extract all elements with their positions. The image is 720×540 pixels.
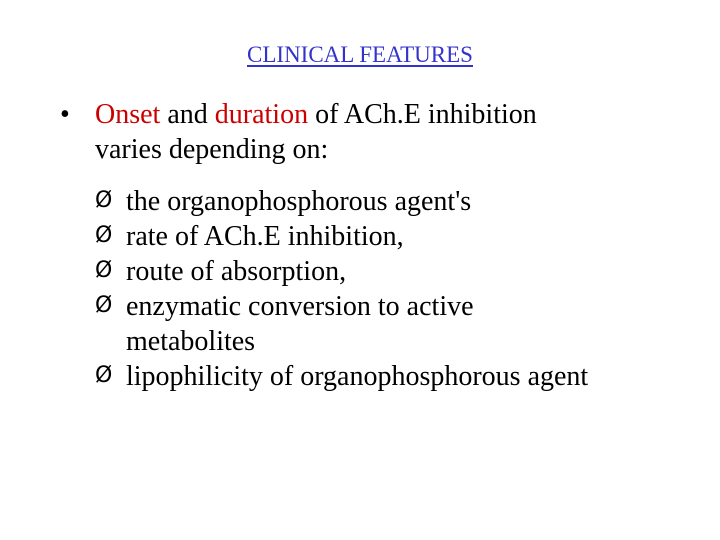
main-bullet bbox=[60, 97, 700, 167]
slide-title bbox=[0, 40, 720, 70]
arrow-bullet-icon: Ø bbox=[95, 293, 113, 318]
sub-bullet-text: the organophosphorous agent's bbox=[126, 186, 472, 217]
sub-bullet-text-line-2: metabolites bbox=[126, 326, 256, 357]
sub-bullet-item bbox=[95, 184, 715, 219]
bullet-text-rest: of ACh.E inhibition bbox=[308, 99, 537, 130]
bullet-text-and: and bbox=[160, 99, 215, 130]
main-bullet-line-2: varies depending on: bbox=[95, 134, 329, 165]
sub-bullet-text: lipophilicity of organophosphorous agent bbox=[126, 361, 589, 392]
main-bullet-line-1 bbox=[60, 97, 700, 132]
arrow-bullet-icon: Ø bbox=[95, 223, 113, 248]
highlight-duration: duration bbox=[214, 99, 309, 130]
arrow-bullet-icon: Ø bbox=[95, 188, 113, 213]
arrow-bullet-icon: Ø bbox=[95, 363, 113, 388]
sub-bullet-text: route of absorption, bbox=[126, 256, 347, 287]
sub-bullet-text: rate of ACh.E inhibition, bbox=[126, 221, 404, 252]
sub-bullet-item bbox=[95, 359, 715, 394]
highlight-onset: Onset bbox=[95, 99, 161, 130]
sub-bullet-item bbox=[95, 289, 715, 359]
sub-bullet-text bbox=[126, 289, 686, 359]
arrow-bullet-icon: Ø bbox=[95, 258, 113, 283]
sub-bullet-text-line-1: enzymatic conversion to active bbox=[126, 291, 474, 322]
bullet-dot-icon: • bbox=[60, 99, 70, 130]
slide-title-text: CLINICAL FEATURES bbox=[247, 42, 473, 67]
sub-bullet-item bbox=[95, 254, 715, 289]
sub-bullet-item bbox=[95, 219, 715, 254]
sub-bullet-list bbox=[95, 184, 715, 394]
